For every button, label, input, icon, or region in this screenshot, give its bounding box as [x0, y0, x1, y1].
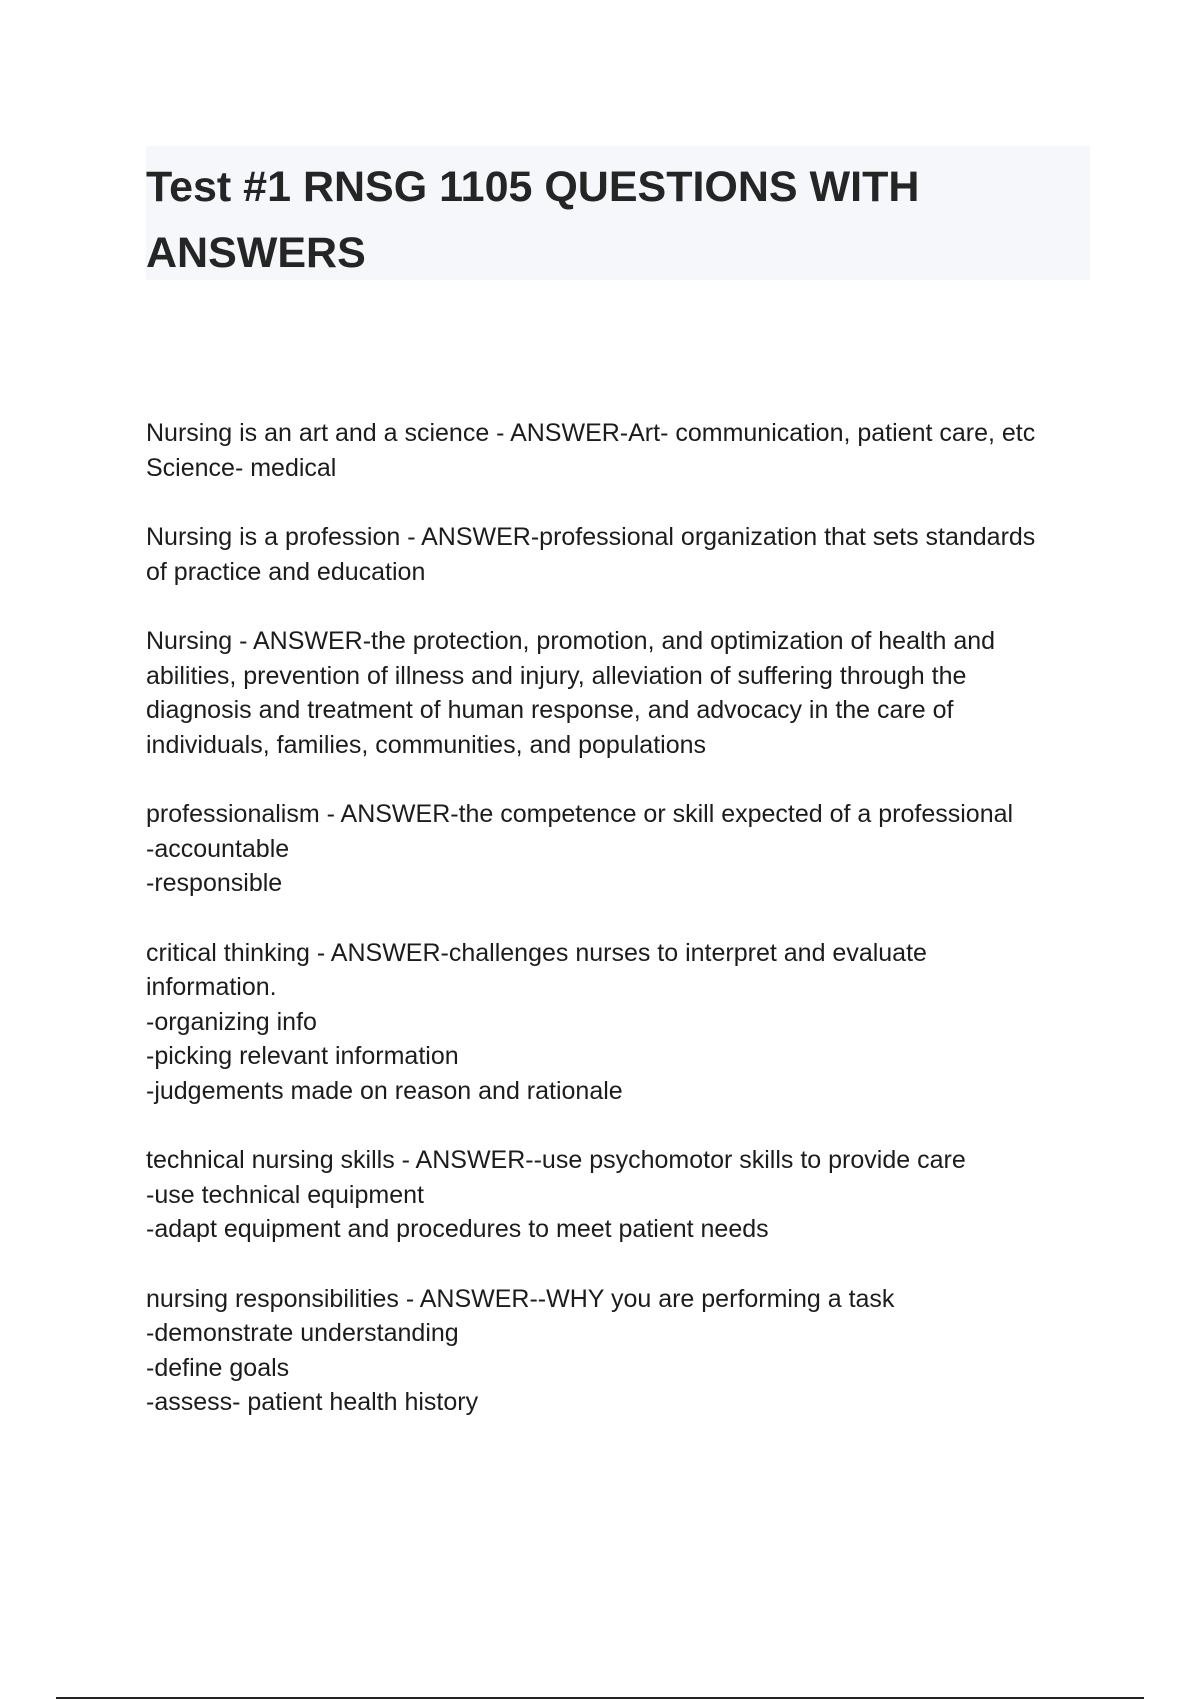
qa-line: Science- medical: [146, 453, 337, 482]
qa-line: -organizing info: [146, 1007, 317, 1036]
qa-line: -judgements made on reason and rationale: [146, 1076, 623, 1105]
qa-line: -picking relevant information: [146, 1042, 459, 1070]
qa-line: information.: [146, 973, 277, 1001]
qa-line: -define goals: [146, 1353, 290, 1382]
qa-line: -accountable: [146, 834, 290, 863]
qa-line: nursing responsibilities - ANSWER--WHY you are performing a task: [146, 1284, 895, 1313]
qa-line: -responsible: [146, 869, 283, 897]
qa-line: -demonstrate understanding: [146, 1319, 459, 1347]
qa-line: diagnosis and treatment of human response, and advocacy in the care of: [146, 696, 954, 724]
qa-item: [146, 416, 1106, 485]
qa-item: [146, 1282, 1106, 1420]
qa-line: -assess- patient health history: [146, 1388, 479, 1416]
qa-line: professionalism - ANSWER-the competence or skill expected of a professional: [146, 800, 1014, 828]
qa-line: -adapt equipment and procedures to meet patient needs: [146, 1215, 769, 1243]
qa-line: technical nursing skills - ANSWER--use psychomotor skills to provide care: [146, 1146, 966, 1174]
qa-item: [146, 936, 1106, 1109]
document-title: Test #1 RNSG 1105 QUESTIONS WITH ANSWERS: [146, 163, 920, 277]
qa-line: -use technical equipment: [146, 1180, 424, 1209]
qa-line: individuals, families, communities, and populations: [146, 730, 707, 759]
title-block: [146, 146, 1090, 280]
qa-line: Nursing is an art and a science - ANSWER-Art- communication, patient care, etc: [146, 419, 1036, 447]
qa-item: [146, 624, 1106, 762]
qa-item: [146, 520, 1106, 589]
qa-list: [146, 416, 1106, 1455]
qa-line: Nursing is a profession - ANSWER-professional organization that sets standards: [146, 523, 1036, 551]
page-bottom-rule: [56, 1697, 1144, 1699]
qa-line: Nursing - ANSWER-the protection, promotion, and optimization of health and: [146, 627, 996, 655]
qa-item: [146, 797, 1106, 901]
qa-line: abilities, prevention of illness and injury, alleviation of suffering through the: [146, 661, 967, 690]
qa-item: [146, 1143, 1106, 1247]
qa-line: of practice and education: [146, 557, 426, 586]
qa-line: critical thinking - ANSWER-challenges nurses to interpret and evaluate: [146, 938, 927, 967]
